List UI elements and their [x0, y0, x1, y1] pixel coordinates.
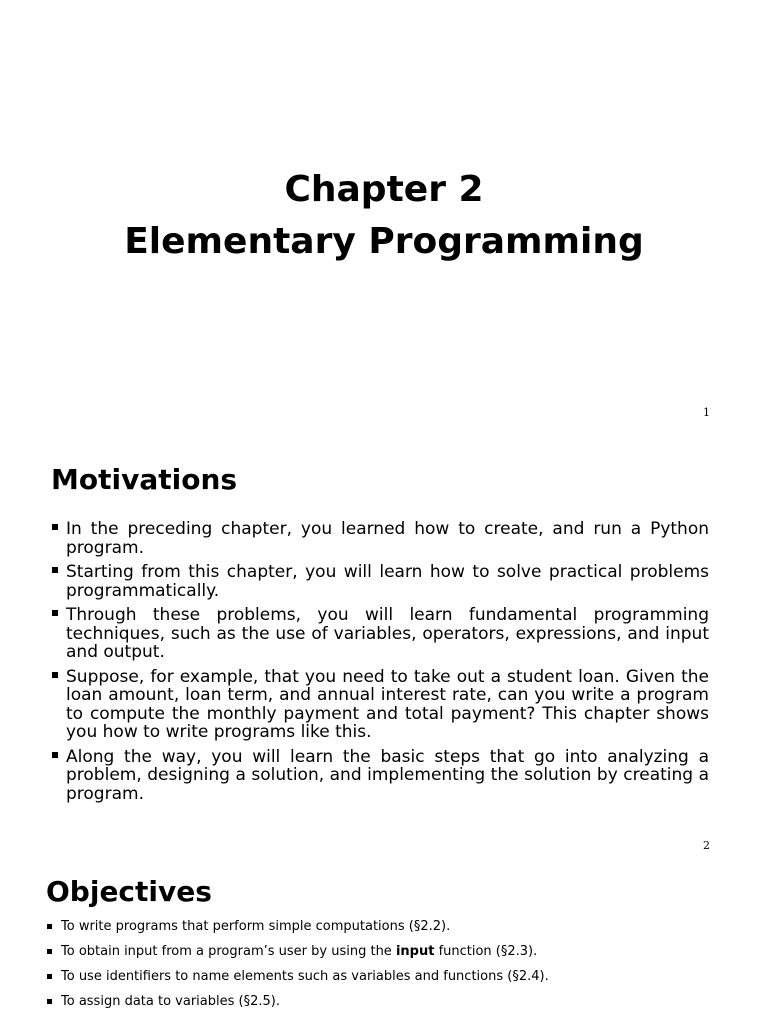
bullet-text: To write programs that perform simple computations (§2.2).: [61, 919, 451, 934]
bullet-text: In the preceding chapter, you learned how to create, and run a Python program.: [66, 519, 709, 558]
list-item: [52, 520, 709, 557]
bullet-text-bold: input: [395, 944, 435, 959]
bullet-square-icon: [47, 949, 52, 954]
page-number: 1: [703, 406, 710, 419]
list-item: [47, 944, 727, 960]
bullet-text: Suppose, for example, that you need to take out a student loan. Given the loan amount, loan term, and annual interest rate, can you write a program to compute the monthly payment and total payment? This chapter shows you how to write programs like this.: [66, 666, 709, 742]
bullet-text: To use identifiers to name elements such as variables and functions (§2.4).: [61, 969, 549, 984]
slide-heading: Objectives: [46, 875, 212, 908]
bullet-square-icon: [47, 974, 52, 979]
bullet-square-icon: [52, 672, 58, 678]
chapter-number-title: Chapter 2: [284, 169, 484, 210]
list-item: [52, 563, 709, 600]
bullet-text: Through these problems, you will learn fundamental programming techniques, such as the use of variables, operators, expressions, and input and output.: [66, 605, 709, 662]
bullet-text: Starting from this chapter, you will learn how to solve practical problems programmatically.: [66, 562, 709, 601]
list-item: [52, 668, 709, 742]
bullet-text: Along the way, you will learn the basic steps that go into analyzing a problem, designing a solution, and implementing the solution by creating a program.: [66, 746, 709, 804]
list-item: [52, 606, 709, 662]
list-item: [52, 748, 709, 804]
bullet-square-icon: [52, 524, 58, 530]
slide-heading: Motivations: [51, 463, 238, 496]
title-slide: [0, 0, 768, 430]
bullet-square-icon: [47, 924, 52, 929]
list-item: [47, 969, 727, 985]
bullet-text-before: To obtain input from a program’s user by using the: [61, 944, 396, 959]
list-item: [47, 994, 727, 1010]
list-item: [47, 919, 727, 935]
motivations-slide: [0, 430, 768, 855]
bullet-square-icon: [52, 752, 58, 758]
bullet-list: [47, 919, 727, 1019]
page-number: 2: [703, 839, 710, 852]
objectives-slide: [0, 855, 768, 1024]
chapter-name-title: Elementary Programming: [124, 221, 644, 262]
bullet-square-icon: [52, 610, 58, 616]
bullet-text: To assign data to variables (§2.5).: [61, 994, 280, 1009]
bullet-list: [52, 520, 709, 809]
bullet-text-after: function (§2.3).: [434, 944, 538, 959]
bullet-square-icon: [52, 567, 58, 573]
bullet-square-icon: [47, 999, 52, 1004]
